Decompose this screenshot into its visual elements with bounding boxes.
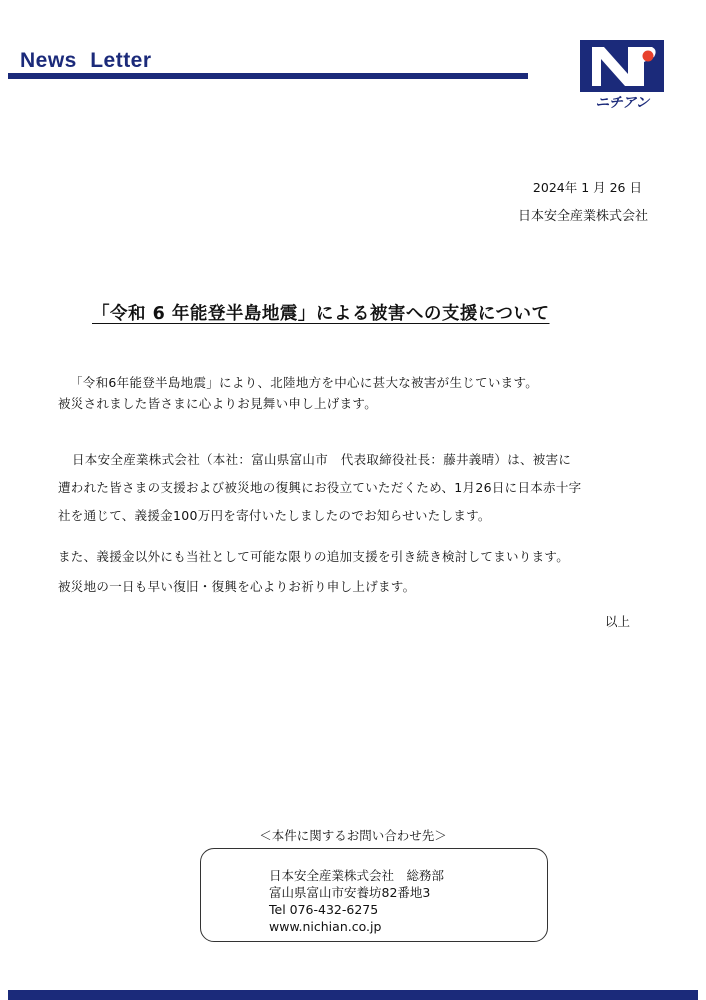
paragraph-donation (58, 446, 658, 530)
contact-box (200, 848, 548, 942)
paragraph-condolence (58, 372, 658, 414)
contact-details (269, 867, 444, 935)
paragraph-line: 社を通じて、義援金100万円を寄付いたしましたのでお知らせいたします。 (58, 508, 491, 523)
page-title: 「令和 6 年能登半島地震」による被害への支援について (92, 304, 550, 324)
contact-website[interactable]: www.nichian.co.jp (269, 919, 382, 934)
paragraph-line: 被災されました皆さまに心よりお見舞い申し上げます。 (58, 396, 378, 411)
publication-date: 2024年 1 月 26 日 (532, 180, 642, 195)
contact-address: 富山県富山市安養坊82番地3 (269, 885, 431, 900)
contact-department: 日本安全産業株式会社 総務部 (269, 868, 445, 883)
issuer-company: 日本安全産業株式会社 (517, 209, 648, 224)
header-rule (8, 73, 528, 79)
company-logo (578, 40, 666, 116)
nichian-logo-icon (580, 40, 664, 92)
logo-wordmark: ニチアン (595, 95, 649, 111)
closing-mark: 以上 (604, 614, 630, 629)
paragraph-further-support (58, 542, 658, 602)
paragraph-line: 遭われた皆さまの支援および被災地の復興にお役立ていただくため、1月26日に日本赤十字 (58, 480, 582, 495)
contact-phone: Tel 076-432-6275 (269, 902, 379, 917)
contact-heading: ＜本件に関するお問い合わせ先＞ (259, 828, 447, 843)
paragraph-line: 日本安全産業株式会社（本社：富山県富山市 代表取締役社長：藤井義晴）は、被害に (72, 452, 572, 467)
paragraph-line: また、義援金以外にも当社として可能な限りの追加支援を引き続き検討してまいります。 (58, 549, 570, 564)
footer-rule (8, 990, 698, 1000)
paragraph-line: 「令和6年能登半島地震」により、北陸地方を中心に甚大な被害が生じています。 (70, 375, 539, 390)
newsletter-title: News Letter (20, 49, 152, 72)
paragraph-line: 被災地の一日も早い復旧・復興を心よりお祈り申し上げます。 (58, 579, 416, 594)
